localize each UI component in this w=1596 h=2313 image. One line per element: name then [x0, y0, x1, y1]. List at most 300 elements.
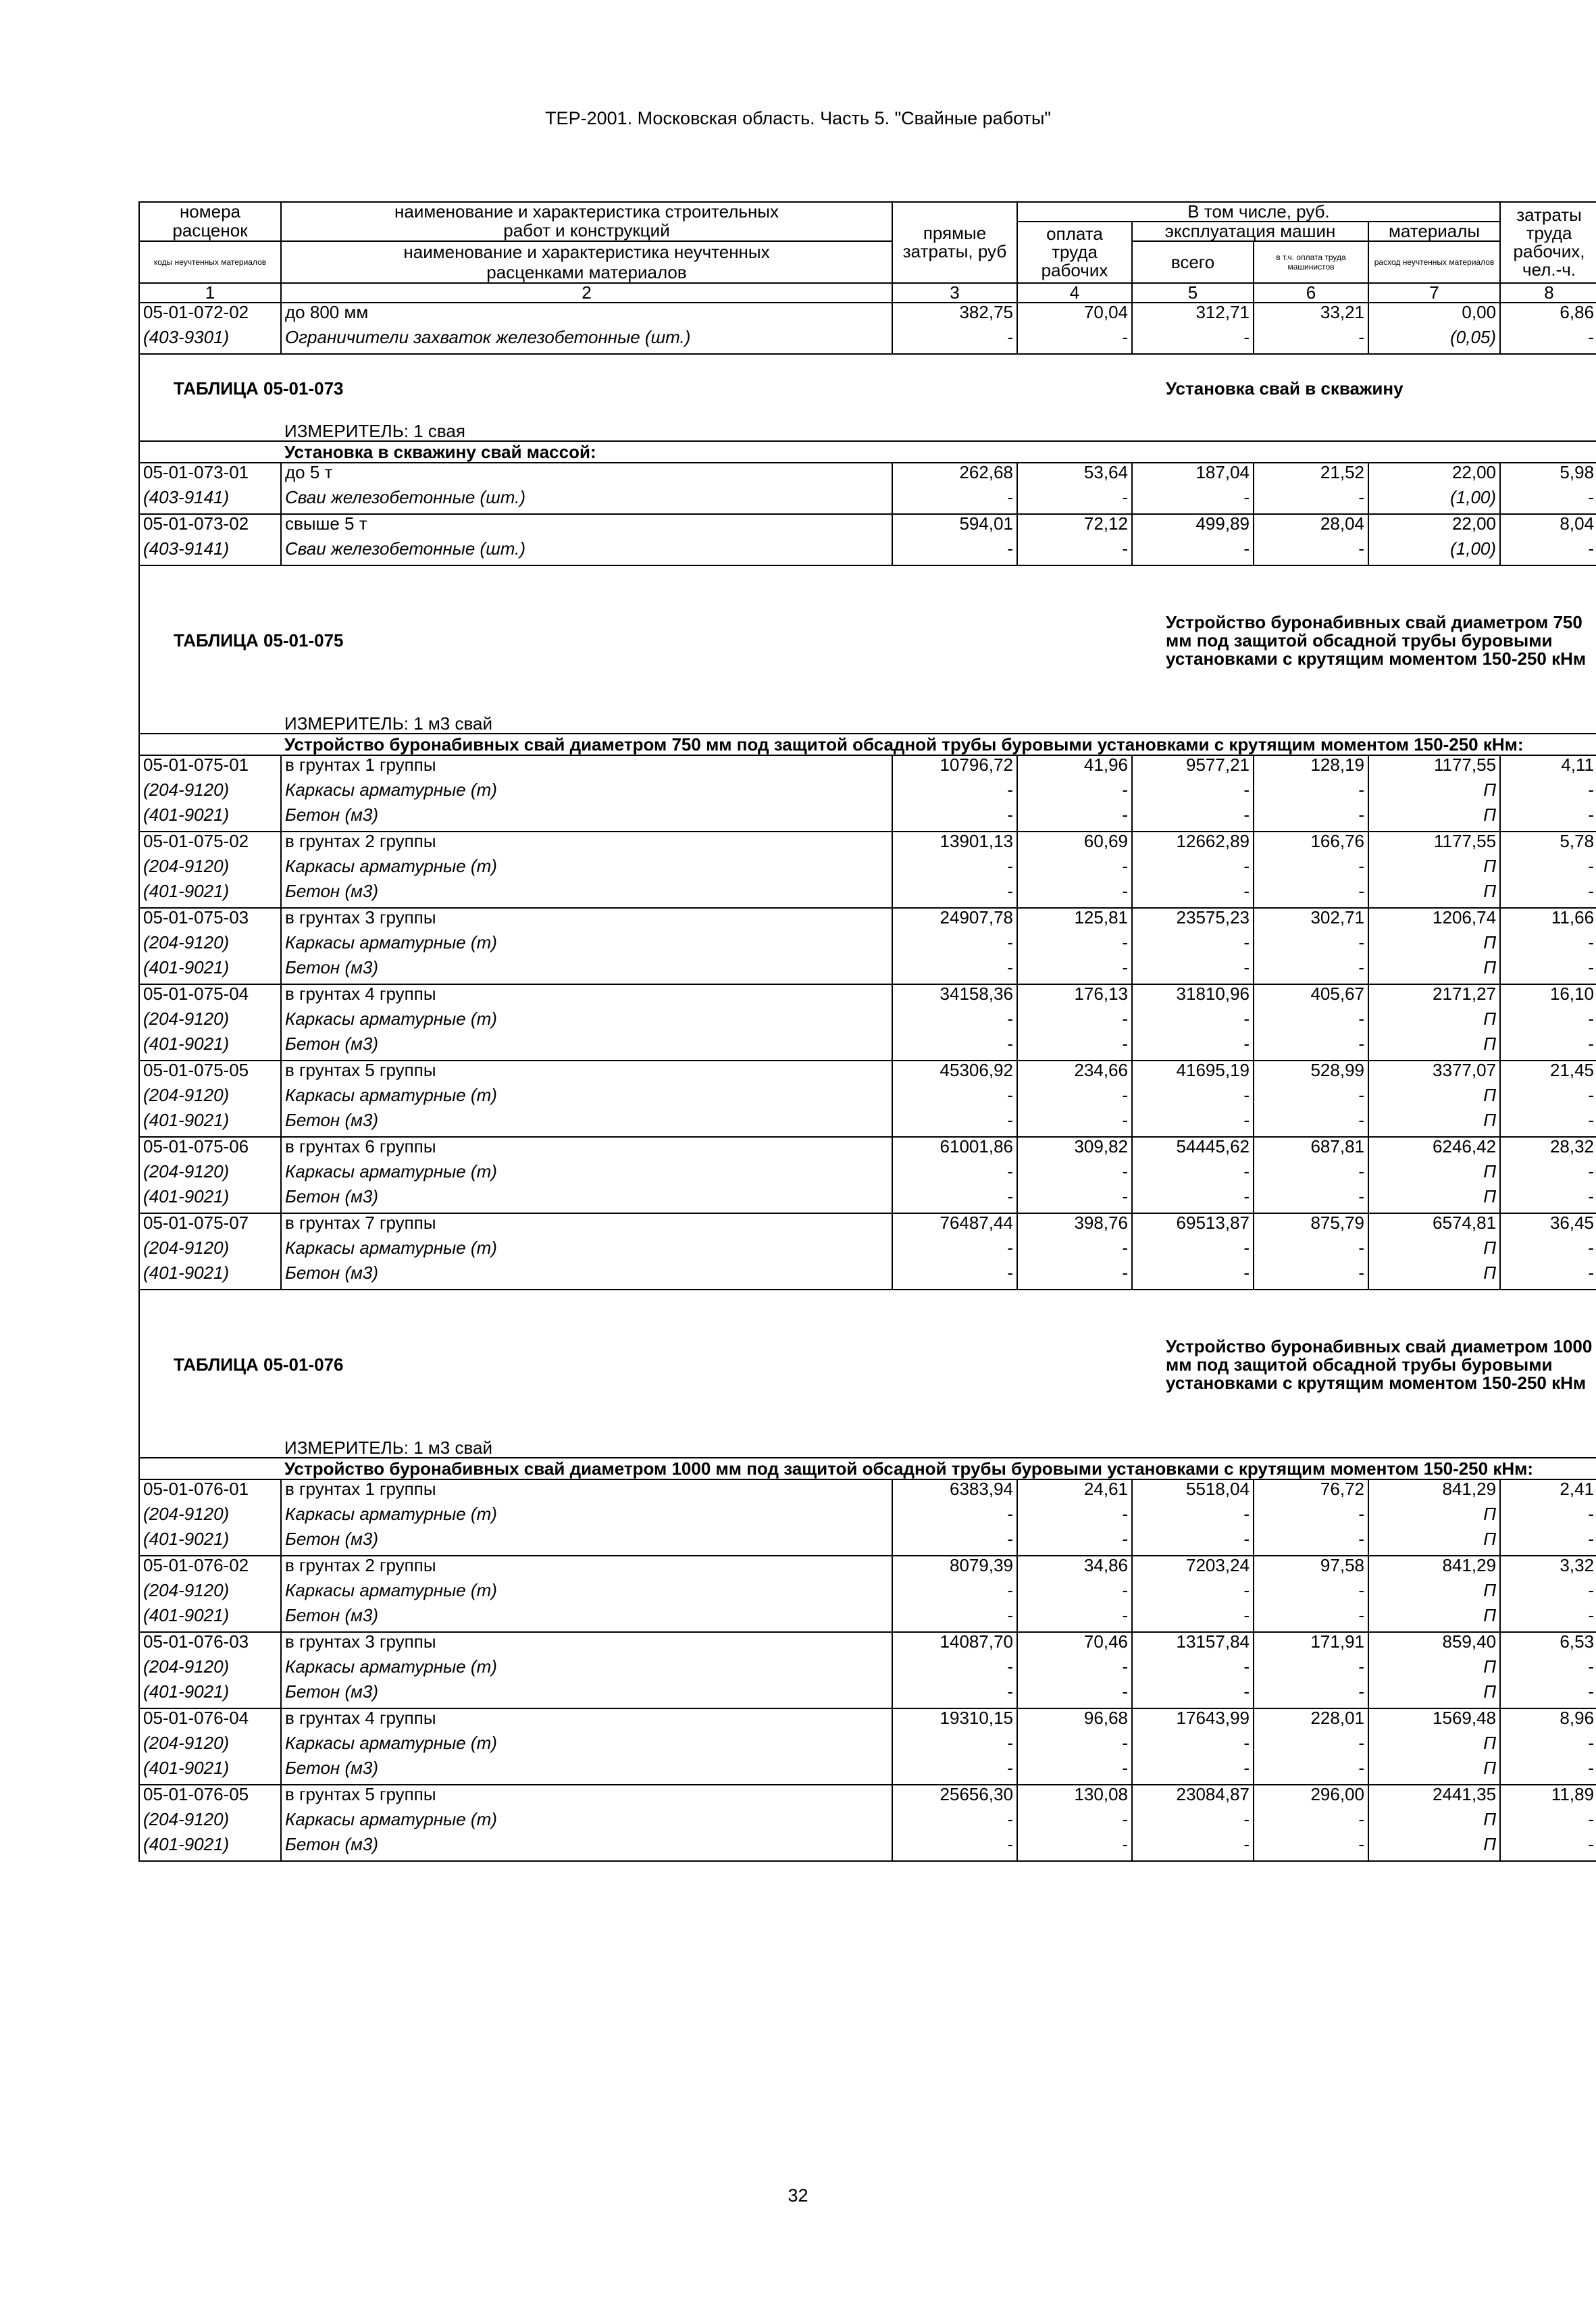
value-cell: -	[1017, 1530, 1132, 1556]
table-row	[139, 1061, 1596, 1086]
value-cell: 28,04	[1254, 514, 1368, 540]
value-cell: П	[1368, 1239, 1500, 1264]
t076-measure: ИЗМЕРИТЕЛЬ: 1 м3 свай	[281, 1439, 1596, 1458]
value-cell: -	[892, 1606, 1017, 1632]
value-cell: -	[1500, 488, 1596, 514]
value-cell: -	[892, 781, 1017, 806]
value-cell: -	[1254, 1010, 1368, 1035]
value-cell: 72,12	[1017, 514, 1132, 540]
value-cell: -	[1132, 1188, 1254, 1213]
spacer	[139, 422, 281, 441]
value-cell: -	[1254, 1810, 1368, 1835]
column-number: 8	[1500, 283, 1596, 303]
value-cell: -	[892, 1505, 1017, 1530]
spacer	[139, 715, 281, 734]
value-cell: П	[1368, 1581, 1500, 1606]
value-cell: П	[1368, 1264, 1500, 1290]
value-cell: -	[1500, 1734, 1596, 1759]
value-cell: -	[1500, 1010, 1596, 1035]
work-name: Каркасы арматурные (т)	[281, 1505, 892, 1530]
table-row	[139, 328, 1596, 354]
table-row	[139, 1264, 1596, 1290]
value-cell: -	[1017, 1010, 1132, 1035]
value-cell: 5,98	[1500, 463, 1596, 488]
work-name: Каркасы арматурные (т)	[281, 1163, 892, 1188]
rate-code: 05-01-075-02	[139, 832, 281, 857]
value-cell: -	[1017, 806, 1132, 832]
value-cell: -	[1017, 1835, 1132, 1861]
value-cell: -	[1017, 1163, 1132, 1188]
value-cell: 6574,81	[1368, 1213, 1500, 1239]
rate-code: (401-9021)	[139, 1035, 281, 1061]
value-cell: -	[1500, 1581, 1596, 1606]
table-row	[139, 1213, 1596, 1239]
value-cell: -	[1254, 1264, 1368, 1290]
value-cell: -	[1132, 806, 1254, 832]
value-cell: -	[1017, 1606, 1132, 1632]
value-cell: -	[892, 1658, 1017, 1683]
value-cell: 60,69	[1017, 832, 1132, 857]
t075-measure: ИЗМЕРИТЕЛЬ: 1 м3 свай	[281, 715, 1596, 734]
value-cell: 2,41	[1500, 1479, 1596, 1505]
t073-group-row	[139, 441, 1596, 463]
col-header-labor: затраты труда рабочих, чел.-ч.	[1500, 202, 1596, 283]
rate-code: (403-9141)	[139, 488, 281, 514]
value-cell: -	[1017, 540, 1132, 565]
rate-code: (204-9120)	[139, 1010, 281, 1035]
value-cell: 22,00	[1368, 514, 1500, 540]
value-cell: -	[892, 1010, 1017, 1035]
value-cell: 309,82	[1017, 1137, 1132, 1163]
work-name: в грунтах 1 группы	[281, 1479, 892, 1505]
table-row	[139, 1239, 1596, 1264]
rate-code: (204-9120)	[139, 1086, 281, 1111]
work-name: в грунтах 7 группы	[281, 1213, 892, 1239]
table-row	[139, 1479, 1596, 1505]
value-cell: 859,40	[1368, 1632, 1500, 1658]
rate-code: (401-9021)	[139, 1530, 281, 1556]
work-name: в грунтах 2 группы	[281, 1556, 892, 1581]
value-cell: 3,32	[1500, 1556, 1596, 1581]
value-cell: -	[892, 959, 1017, 984]
value-cell: 6383,94	[892, 1479, 1017, 1505]
value-cell: -	[1254, 1658, 1368, 1683]
value-cell: 11,89	[1500, 1785, 1596, 1810]
rate-code: 05-01-073-01	[139, 463, 281, 488]
rate-code: 05-01-075-07	[139, 1213, 281, 1239]
work-name: до 800 мм	[281, 303, 892, 328]
value-cell: -	[892, 806, 1017, 832]
rate-code: (204-9120)	[139, 1734, 281, 1759]
table-row	[139, 832, 1596, 857]
rate-code: 05-01-076-02	[139, 1556, 281, 1581]
value-cell: -	[1017, 1759, 1132, 1785]
t075-group-row	[139, 734, 1596, 755]
work-name: в грунтах 4 группы	[281, 1708, 892, 1734]
t076-description: Устройство буронабивных свай диаметром 1000 мм под защитой обсадной трубы буровыми установками с крутящим моментом 150-250 кНм	[892, 1290, 1596, 1439]
table-row	[139, 303, 1596, 328]
table-row	[139, 959, 1596, 984]
value-cell: 31810,96	[1132, 984, 1254, 1010]
t076-group-label: Устройство буронабивных свай диаметром 1000 мм под защитой обсадной трубы буровыми установками с крутящим моментом 150-250 кНм:	[281, 1458, 1596, 1479]
rate-code: (204-9120)	[139, 1163, 281, 1188]
table-row	[139, 1606, 1596, 1632]
spacer	[139, 441, 281, 463]
value-cell: 17643,99	[1132, 1708, 1254, 1734]
value-cell: -	[1500, 1239, 1596, 1264]
work-name: Каркасы арматурные (т)	[281, 1581, 892, 1606]
header-row-3	[139, 241, 1596, 283]
work-name: в грунтах 3 группы	[281, 908, 892, 934]
value-cell: -	[1500, 540, 1596, 565]
value-cell: -	[892, 1264, 1017, 1290]
value-cell: 405,67	[1254, 984, 1368, 1010]
col-header-including: В том числе, руб.	[1017, 202, 1500, 222]
value-cell: 25656,30	[892, 1785, 1017, 1810]
value-cell: -	[1132, 934, 1254, 959]
rate-code: (403-9141)	[139, 540, 281, 565]
value-cell: -	[1254, 1086, 1368, 1111]
work-name: до 5 т	[281, 463, 892, 488]
t075-group-label: Устройство буронабивных свай диаметром 750 мм под защитой обсадной трубы буровыми установками с крутящим моментом 150-250 кНм:	[281, 734, 1596, 755]
t076-title-row	[139, 1290, 1596, 1439]
work-name: Каркасы арматурные (т)	[281, 1810, 892, 1835]
value-cell: 130,08	[1017, 1785, 1132, 1810]
value-cell: 76,72	[1254, 1479, 1368, 1505]
value-cell: П	[1368, 1505, 1500, 1530]
table-row	[139, 1556, 1596, 1581]
value-cell: 19310,15	[892, 1708, 1017, 1734]
value-cell: -	[1017, 857, 1132, 882]
value-cell: 22,00	[1368, 463, 1500, 488]
work-name: в грунтах 2 группы	[281, 832, 892, 857]
value-cell: 0,00	[1368, 303, 1500, 328]
value-cell: -	[1254, 488, 1368, 514]
value-cell: -	[892, 1111, 1017, 1137]
value-cell: -	[1132, 328, 1254, 354]
table-row	[139, 882, 1596, 908]
rate-code: 05-01-076-01	[139, 1479, 281, 1505]
work-name: Каркасы арматурные (т)	[281, 1086, 892, 1111]
value-cell: 11,66	[1500, 908, 1596, 934]
value-cell: П	[1368, 1835, 1500, 1861]
value-cell: П	[1368, 1010, 1500, 1035]
value-cell: -	[1132, 1835, 1254, 1861]
value-cell: 23575,23	[1132, 908, 1254, 934]
column-number: 2	[281, 283, 892, 303]
value-cell: 6,86	[1500, 303, 1596, 328]
value-cell: -	[1132, 1759, 1254, 1785]
value-cell: 594,01	[892, 514, 1017, 540]
value-cell: -	[1500, 1035, 1596, 1061]
value-cell: -	[1132, 1111, 1254, 1137]
value-cell: 5518,04	[1132, 1479, 1254, 1505]
value-cell: 14087,70	[892, 1632, 1017, 1658]
value-cell: -	[1017, 1505, 1132, 1530]
table-row	[139, 540, 1596, 565]
spacer	[139, 1458, 281, 1479]
value-cell: 13157,84	[1132, 1632, 1254, 1658]
page-number: 32	[788, 2185, 808, 2206]
value-cell: 23084,87	[1132, 1785, 1254, 1810]
value-cell: 2171,27	[1368, 984, 1500, 1010]
value-cell: -	[892, 488, 1017, 514]
value-cell: -	[1254, 1188, 1368, 1213]
work-name: в грунтах 5 группы	[281, 1061, 892, 1086]
rate-code: (204-9120)	[139, 1581, 281, 1606]
value-cell: 16,10	[1500, 984, 1596, 1010]
work-name: Каркасы арматурные (т)	[281, 934, 892, 959]
value-cell: П	[1368, 806, 1500, 832]
value-cell: -	[1132, 1239, 1254, 1264]
column-number: 3	[892, 283, 1017, 303]
value-cell: 1177,55	[1368, 832, 1500, 857]
value-cell: -	[892, 1239, 1017, 1264]
value-cell: 41695,19	[1132, 1061, 1254, 1086]
spacer	[139, 734, 281, 755]
work-name: свыше 5 т	[281, 514, 892, 540]
rate-code: (401-9021)	[139, 1111, 281, 1137]
value-cell: -	[1500, 806, 1596, 832]
value-cell: -	[892, 328, 1017, 354]
rate-code: (401-9021)	[139, 1264, 281, 1290]
value-cell: 875,79	[1254, 1213, 1368, 1239]
table-row	[139, 857, 1596, 882]
col-header-material-codes: коды неучтенных материалов	[139, 241, 281, 283]
value-cell: 176,13	[1017, 984, 1132, 1010]
value-cell: 228,01	[1254, 1708, 1368, 1734]
value-cell: -	[1017, 328, 1132, 354]
table-row	[139, 1111, 1596, 1137]
table-row	[139, 984, 1596, 1010]
value-cell: -	[1254, 1835, 1368, 1861]
header-row-1	[139, 202, 1596, 222]
value-cell: П	[1368, 1759, 1500, 1785]
value-cell: -	[1500, 857, 1596, 882]
t075-measure-row	[139, 715, 1596, 734]
table-row	[139, 1734, 1596, 1759]
value-cell: П	[1368, 1606, 1500, 1632]
value-cell: -	[1254, 1163, 1368, 1188]
value-cell: -	[1254, 857, 1368, 882]
table-row	[139, 934, 1596, 959]
value-cell: П	[1368, 781, 1500, 806]
value-cell: 841,29	[1368, 1556, 1500, 1581]
value-cell: -	[1132, 488, 1254, 514]
value-cell: -	[1132, 1086, 1254, 1111]
table-row	[139, 1163, 1596, 1188]
col-header-material-names	[281, 241, 892, 283]
value-cell: -	[892, 540, 1017, 565]
value-cell: 36,45	[1500, 1213, 1596, 1239]
value-cell: 171,91	[1254, 1632, 1368, 1658]
value-cell: -	[1500, 1835, 1596, 1861]
value-cell: (1,00)	[1368, 488, 1500, 514]
value-cell: 6246,42	[1368, 1137, 1500, 1163]
value-cell: -	[1500, 1086, 1596, 1111]
value-cell: -	[892, 1163, 1017, 1188]
value-cell: -	[1017, 1683, 1132, 1708]
work-name: Бетон (м3)	[281, 1111, 892, 1137]
column-number: 4	[1017, 283, 1132, 303]
value-cell: 9577,21	[1132, 755, 1254, 781]
value-cell: -	[1254, 959, 1368, 984]
value-cell: -	[1132, 781, 1254, 806]
col-header-machines: эксплуатация машин	[1132, 222, 1368, 241]
value-cell: -	[1500, 1163, 1596, 1188]
rate-code: 05-01-075-06	[139, 1137, 281, 1163]
table-row	[139, 755, 1596, 781]
value-cell: -	[1500, 1264, 1596, 1290]
rate-code: 05-01-073-02	[139, 514, 281, 540]
rate-code: (401-9021)	[139, 882, 281, 908]
work-name: в грунтах 4 группы	[281, 984, 892, 1010]
table-row	[139, 514, 1596, 540]
value-cell: 528,99	[1254, 1061, 1368, 1086]
rate-code: (401-9021)	[139, 806, 281, 832]
rate-code: (403-9301)	[139, 328, 281, 354]
value-cell: -	[1017, 882, 1132, 908]
rate-code: (204-9120)	[139, 1810, 281, 1835]
t075-title: ТАБЛИЦА 05-01-075	[139, 565, 892, 715]
t076-measure-row	[139, 1439, 1596, 1458]
value-cell: -	[1254, 882, 1368, 908]
value-cell: -	[1254, 781, 1368, 806]
col-header-code-2: расценок	[139, 222, 281, 241]
t073-title-row	[139, 354, 1596, 422]
value-cell: -	[1500, 934, 1596, 959]
rates-table	[138, 201, 1596, 1862]
value-cell: 166,76	[1254, 832, 1368, 857]
value-cell: П	[1368, 1163, 1500, 1188]
value-cell: -	[1500, 328, 1596, 354]
value-cell: -	[1132, 1683, 1254, 1708]
value-cell: -	[1500, 1188, 1596, 1213]
value-cell: -	[1132, 1734, 1254, 1759]
value-cell: П	[1368, 959, 1500, 984]
t076-title: ТАБЛИЦА 05-01-076	[139, 1290, 892, 1439]
value-cell: -	[1017, 1111, 1132, 1137]
value-cell: -	[1500, 1683, 1596, 1708]
value-cell: -	[1254, 934, 1368, 959]
value-cell: П	[1368, 1810, 1500, 1835]
table-row	[139, 806, 1596, 832]
work-name: Бетон (м3)	[281, 882, 892, 908]
value-cell: -	[892, 1734, 1017, 1759]
value-cell: 841,29	[1368, 1479, 1500, 1505]
value-cell: П	[1368, 1683, 1500, 1708]
value-cell: -	[1017, 1239, 1132, 1264]
value-cell: -	[892, 1530, 1017, 1556]
rate-code: (204-9120)	[139, 781, 281, 806]
rate-code: 05-01-076-05	[139, 1785, 281, 1810]
value-cell: 1569,48	[1368, 1708, 1500, 1734]
value-cell: 1177,55	[1368, 755, 1500, 781]
value-cell: -	[1500, 1606, 1596, 1632]
col-header-machinists-pay: в т.ч. оплата труда машинистов	[1254, 241, 1368, 283]
value-cell: 8,04	[1500, 514, 1596, 540]
value-cell: 8079,39	[892, 1556, 1017, 1581]
table-row	[139, 1188, 1596, 1213]
value-cell: -	[1132, 1035, 1254, 1061]
value-cell: -	[892, 934, 1017, 959]
value-cell: 296,00	[1254, 1785, 1368, 1810]
col-header-name: наименование и характеристика строительных	[281, 202, 892, 222]
value-cell: 96,68	[1017, 1708, 1132, 1734]
value-cell: 21,45	[1500, 1061, 1596, 1086]
value-cell: -	[1132, 1163, 1254, 1188]
t073-description: Установка свай в скважину	[892, 354, 1596, 422]
value-cell: 53,64	[1017, 463, 1132, 488]
value-cell: -	[1254, 806, 1368, 832]
table-row	[139, 1683, 1596, 1708]
value-cell: 302,71	[1254, 908, 1368, 934]
value-cell: -	[1017, 1188, 1132, 1213]
column-number: 1	[139, 283, 281, 303]
rate-code: 05-01-075-04	[139, 984, 281, 1010]
table-row	[139, 908, 1596, 934]
value-cell: -	[1132, 540, 1254, 565]
t075-title-row	[139, 565, 1596, 715]
work-name: в грунтах 3 группы	[281, 1632, 892, 1658]
table-row	[139, 1785, 1596, 1810]
value-cell: -	[1254, 1530, 1368, 1556]
value-cell: 234,66	[1017, 1061, 1132, 1086]
column-number: 6	[1254, 283, 1368, 303]
value-cell: -	[1017, 959, 1132, 984]
value-cell: -	[1500, 1530, 1596, 1556]
table-row	[139, 781, 1596, 806]
table-body	[139, 202, 1596, 1861]
col-header-material-names-2: расценками материалов	[486, 262, 687, 282]
work-name: Каркасы арматурные (т)	[281, 1734, 892, 1759]
value-cell: -	[892, 1835, 1017, 1861]
value-cell: (0,05)	[1368, 328, 1500, 354]
value-cell: П	[1368, 1658, 1500, 1683]
value-cell: -	[1017, 1810, 1132, 1835]
work-name: Сваи железобетонные (шт.)	[281, 488, 892, 514]
t073-title: ТАБЛИЦА 05-01-073	[139, 354, 892, 422]
value-cell: 10796,72	[892, 755, 1017, 781]
value-cell: -	[1132, 1581, 1254, 1606]
rate-code: (204-9120)	[139, 1505, 281, 1530]
value-cell: -	[1254, 1581, 1368, 1606]
value-cell: 24907,78	[892, 908, 1017, 934]
col-header-direct-costs: прямые затраты, руб	[892, 202, 1017, 283]
table-row	[139, 463, 1596, 488]
value-cell: -	[1500, 1505, 1596, 1530]
value-cell: П	[1368, 882, 1500, 908]
value-cell: 262,68	[892, 463, 1017, 488]
table-row	[139, 1010, 1596, 1035]
value-cell: -	[1500, 1658, 1596, 1683]
column-numbers-row	[139, 283, 1596, 303]
value-cell: 70,46	[1017, 1632, 1132, 1658]
value-cell: -	[1017, 1734, 1132, 1759]
value-cell: 128,19	[1254, 755, 1368, 781]
value-cell: 7203,24	[1132, 1556, 1254, 1581]
rate-code: (204-9120)	[139, 857, 281, 882]
page-header: ТЕР-2001. Московская область. Часть 5. "Свайные работы"	[545, 108, 1051, 128]
value-cell: П	[1368, 1086, 1500, 1111]
value-cell: 24,61	[1017, 1479, 1132, 1505]
value-cell: -	[1132, 857, 1254, 882]
value-cell: 382,75	[892, 303, 1017, 328]
rate-code: (401-9021)	[139, 1606, 281, 1632]
t073-measure: ИЗМЕРИТЕЛЬ: 1 свая	[281, 422, 1596, 441]
value-cell: П	[1368, 1188, 1500, 1213]
value-cell: -	[1254, 1734, 1368, 1759]
